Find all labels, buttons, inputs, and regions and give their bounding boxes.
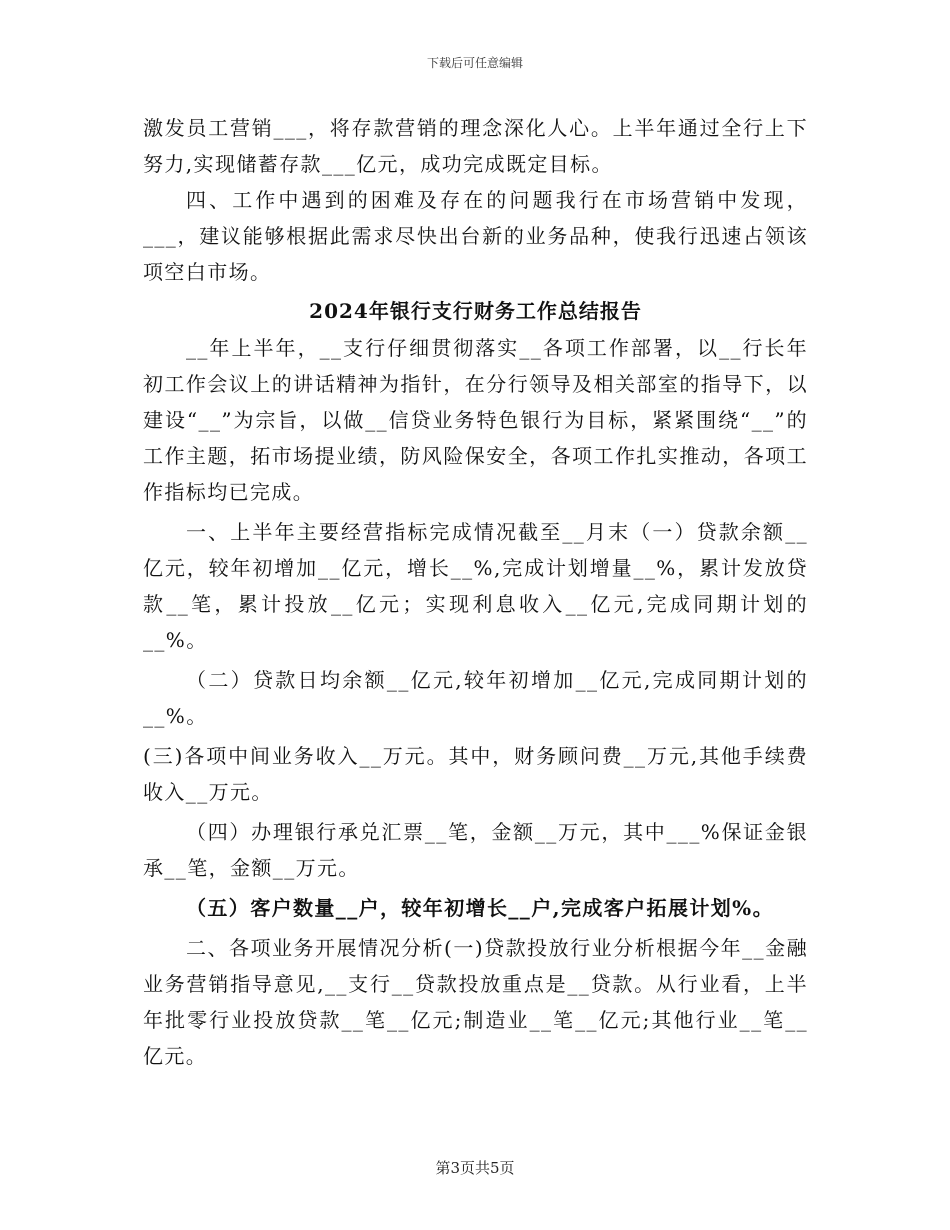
document-body bbox=[143, 110, 808, 1074]
header-note: 下载后可任意编辑 bbox=[426, 56, 523, 70]
paragraph-customer-count: （五）客户数量__户，较年初增长__户,完成客户拓展计划%。 bbox=[186, 896, 774, 920]
page-number: 第3页共5页 bbox=[435, 1159, 515, 1177]
report-title: 2024年银行支行财务工作总结报告 bbox=[309, 299, 642, 323]
paragraph-difficulties: 四、工作中遇到的困难及存在的问题我行在市场营销中发现，___，建议能够根据此需求尽快出台新的业务品种，使我行迅速占领该项空白市场。 bbox=[143, 188, 808, 284]
paragraph-business-analysis: 二、各项业务开展情况分析(一)贷款投放行业分析根据今年__金融业务营销指导意见,__支行__贷款投放重点是__贷款。从行业看，上半年批零行业投放贷款__笔__亿元;制造业__笔__亿元;其他行业__笔__亿元。 bbox=[143, 936, 808, 1068]
paragraph-deposit-marketing: 激发员工营销___，将存款营销的理念深化人心。上半年通过全行上下努力,实现储蓄存款___亿元，成功完成既定目标。 bbox=[143, 116, 808, 176]
paragraph-acceptance-bills: （四）办理银行承兑汇票__笔，金额__万元，其中___%保证金银承__笔，金额__万元。 bbox=[143, 820, 808, 880]
paragraph-intro: __年上半年，__支行仔细贯彻落实__各项工作部署，以__行长年初工作会议上的讲话精神为指针，在分行领导及相关部室的指导下，以建设“__”为宗旨，以做__信贷业务特色银行为目标，紧紧围绕“__”的工作主题，拓市场提业绩，防风险保安全，各项工作扎实推动，各项工作指标均已完成。 bbox=[143, 336, 808, 504]
paragraph-main-indicators: 一、上半年主要经营指标完成情况截至__月末（一）贷款余额__亿元，较年初增加__亿元，增长__%,完成计划增量__%，累计发放贷款__笔，累计投放__亿元；实现利息收入__亿元,完成同期计划的__%。 bbox=[143, 520, 808, 652]
paragraph-intermediate-income: (三)各项中间业务收入__万元。其中，财务顾问费__万元,其他手续费收入__万元。 bbox=[143, 744, 808, 804]
paragraph-daily-average-loans: （二）贷款日均余额__亿元,较年初增加__亿元,完成同期计划的__%。 bbox=[143, 668, 808, 728]
